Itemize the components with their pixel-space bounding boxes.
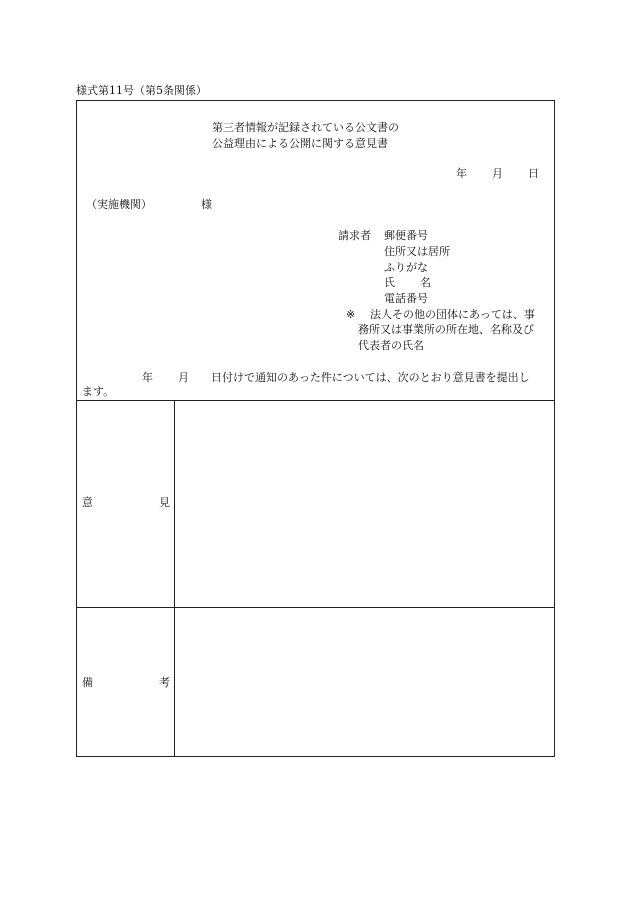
note-mark: ※ bbox=[346, 308, 356, 321]
remarks-label-2: 考 bbox=[159, 676, 170, 689]
statement-year: 年 bbox=[142, 371, 153, 384]
date-month: 月 bbox=[492, 167, 503, 180]
form-title-line1: 第三者情報が記録されている公文書の bbox=[212, 121, 399, 134]
remarks-label-1: 備 bbox=[82, 676, 93, 689]
requester-name-1: 氏 bbox=[384, 276, 395, 289]
statement-text: 日付けで通知のあった件については、次のとおり意見書を提出し bbox=[211, 371, 530, 384]
remarks-input-area[interactable] bbox=[176, 609, 553, 755]
requester-furigana: ふりがな bbox=[384, 261, 428, 274]
date-year: 年 bbox=[456, 167, 467, 180]
note-line3: 代表者の氏名 bbox=[358, 339, 424, 352]
addressee-honorific: 様 bbox=[201, 198, 212, 211]
opinion-input-area[interactable] bbox=[176, 402, 553, 606]
form-number: 様式第11号（第5条関係） bbox=[76, 84, 207, 97]
requester-label: 請求者 bbox=[338, 229, 371, 242]
note-line2: 務所又は事業所の所在地、名称及び bbox=[358, 323, 534, 336]
statement-month: 月 bbox=[178, 371, 189, 384]
opinion-label-2: 見 bbox=[159, 496, 170, 509]
opinion-divider bbox=[76, 607, 555, 608]
requester-address: 住所又は居所 bbox=[384, 245, 450, 258]
statement-text-cont: ます。 bbox=[82, 385, 115, 398]
requester-phone: 電話番号 bbox=[384, 292, 428, 305]
header-divider bbox=[76, 400, 555, 401]
date-day: 日 bbox=[528, 167, 539, 180]
note-line1: 法人その他の団体にあっては、事 bbox=[370, 308, 535, 321]
addressee-agency: （実施機関） bbox=[86, 198, 152, 211]
requester-postal-code: 郵便番号 bbox=[384, 229, 428, 242]
form-title-line2: 公益理由による公開に関する意見書 bbox=[212, 137, 388, 150]
requester-name-2: 名 bbox=[420, 276, 431, 289]
label-column-divider bbox=[174, 400, 175, 757]
opinion-label-1: 意 bbox=[82, 496, 93, 509]
